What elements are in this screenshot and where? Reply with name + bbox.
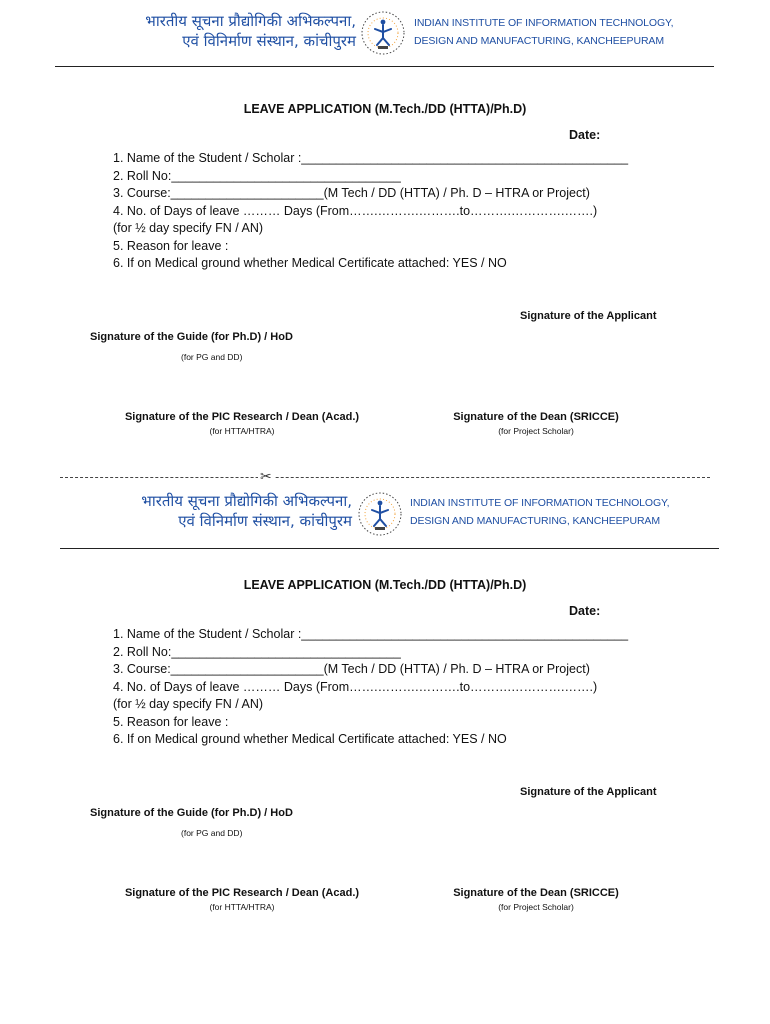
form-fields: [113, 626, 628, 749]
signature-guide-note: (for PG and DD): [181, 352, 243, 362]
signature-dean-sricce: Signature of the Dean (SRICCE): [453, 887, 619, 899]
signature-applicant: Signature of the Applicant: [520, 786, 657, 798]
date-label: Date:: [569, 128, 601, 142]
field-days-of-leave: 4. No. of Days of leave ……… Days (From…….……….……….to……….………….…….): [113, 679, 598, 694]
form-title: LEAVE APPLICATION (M.Tech./DD (HTTA)/Ph.D): [243, 102, 527, 116]
header-hindi-line1: भारतीय सूचना प्रौद्योगिकी अभिकल्पना,: [145, 12, 356, 30]
header-hindi: [100, 11, 356, 51]
form-fields: [113, 150, 628, 273]
field-name: 1. Name of the Student / Scholar :_______________________________________________: [113, 151, 629, 165]
field-course: 3. Course:______________________(M Tech / DD (HTTA) / Ph. D – HTRA or Project): [113, 662, 590, 676]
header-english-line1: INDIAN INSTITUTE OF INFORMATION TECHNOLOGY,: [410, 497, 670, 509]
institute-emblem-icon: [358, 8, 408, 58]
field-medical-certificate: 6. If on Medical ground whether Medical Certificate attached: YES / NO: [113, 256, 507, 270]
field-name: 1. Name of the Student / Scholar :_______________________________________________: [113, 627, 629, 641]
field-half-day-note: (for ½ day specify FN / AN): [113, 697, 264, 711]
field-medical-certificate: 6. If on Medical ground whether Medical Certificate attached: YES / NO: [113, 732, 507, 746]
signature-dean-sricce: Signature of the Dean (SRICCE): [453, 411, 619, 423]
field-course: 3. Course:______________________(M Tech / DD (HTTA) / Ph. D – HTRA or Project): [113, 186, 590, 200]
signature-pic-research: Signature of the PIC Research / Dean (Acad.): [124, 887, 360, 899]
header-hindi: [96, 491, 352, 531]
field-reason: 5. Reason for leave :: [113, 238, 229, 253]
field-reason: 5. Reason for leave :: [113, 714, 229, 729]
signature-dean-note: (for Project Scholar): [498, 902, 574, 912]
header-english-line2: DESIGN AND MANUFACTURING, KANCHEEPURAM: [410, 515, 660, 527]
date-label: Date:: [569, 604, 601, 618]
header-rule: [55, 66, 714, 67]
signature-applicant: Signature of the Applicant: [520, 310, 657, 322]
signature-pic-note: (for HTTA/HTRA): [209, 902, 275, 912]
field-roll-no: 2. Roll No:_________________________________: [113, 168, 401, 183]
form-title: LEAVE APPLICATION (M.Tech./DD (HTTA)/Ph.D): [243, 578, 527, 592]
field-roll-no: 2. Roll No:_________________________________: [113, 644, 401, 659]
header-english-line1: INDIAN INSTITUTE OF INFORMATION TECHNOLOGY,: [414, 17, 674, 29]
field-half-day-note: (for ½ day specify FN / AN): [113, 221, 264, 235]
header-hindi-line1: भारतीय सूचना प्रौद्योगिकी अभिकल्पना,: [141, 492, 352, 510]
signature-pic-note: (for HTTA/HTRA): [209, 426, 275, 436]
signature-dean-note: (for Project Scholar): [498, 426, 574, 436]
signature-guide: Signature of the Guide (for Ph.D) / HoD: [90, 807, 293, 819]
field-days-of-leave: 4. No. of Days of leave ……… Days (From…….……….……….to……….………….…….): [113, 203, 598, 218]
header-hindi-line2: एवं विनिर्माण संस्थान, कांचीपुरम: [178, 512, 352, 530]
header-english: [414, 14, 673, 50]
signature-pic-research: Signature of the PIC Research / Dean (Acad.): [124, 411, 360, 423]
institute-emblem-icon: [355, 489, 405, 539]
signature-guide-note: (for PG and DD): [181, 828, 243, 838]
signature-guide: Signature of the Guide (for Ph.D) / HoD: [90, 331, 293, 343]
header-rule: [60, 548, 719, 549]
header-english-line2: DESIGN AND MANUFACTURING, KANCHEEPURAM: [414, 35, 664, 47]
header-english: [410, 494, 669, 530]
scissors-icon: ✂: [260, 468, 272, 484]
cut-line: [60, 477, 710, 478]
header-hindi-line2: एवं विनिर्माण संस्थान, कांचीपुरम: [182, 32, 356, 50]
